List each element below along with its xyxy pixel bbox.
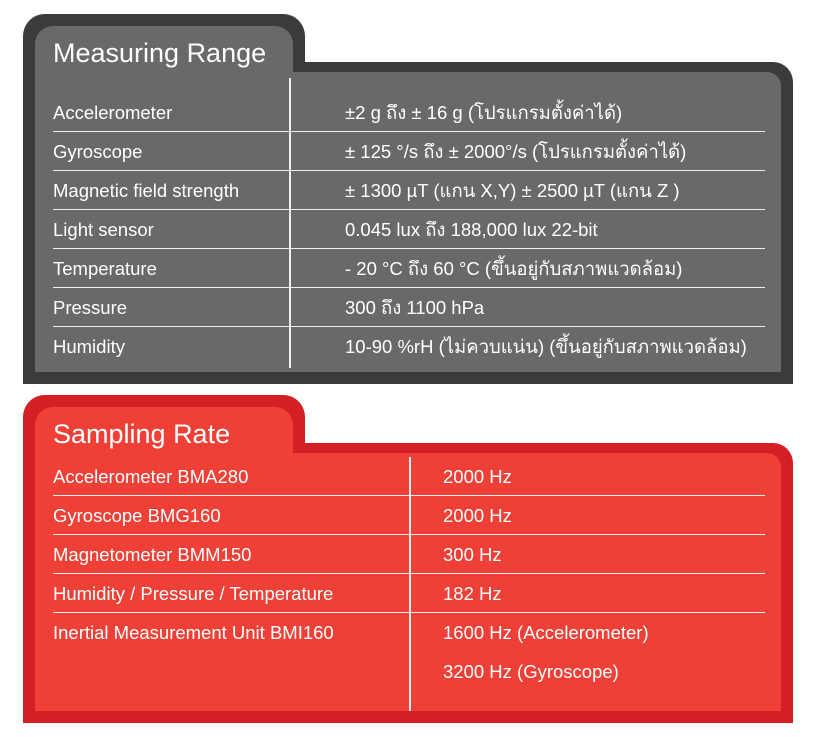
row-value: 182 Hz bbox=[443, 583, 502, 604]
table-row bbox=[53, 132, 765, 171]
row-value: 2000 Hz bbox=[443, 505, 512, 526]
measuring-range-title: Measuring Range bbox=[53, 38, 267, 68]
row-value-line-2: 3200 Hz (Gyroscope) bbox=[443, 661, 619, 682]
row-label: Inertial Measurement Unit BMI160 bbox=[53, 622, 334, 643]
row-value: 300 ถึง 1100 hPa bbox=[345, 297, 485, 318]
row-label: Humidity / Pressure / Temperature bbox=[53, 583, 334, 604]
row-label: Accelerometer bbox=[53, 102, 173, 123]
row-value: ± 1300 µT (แกน X,Y) ± 2500 µT (แกน Z ) bbox=[345, 180, 680, 201]
table-row bbox=[53, 210, 765, 249]
table-row bbox=[53, 327, 765, 366]
row-label: Light sensor bbox=[53, 219, 154, 240]
row-value: 2000 Hz bbox=[443, 466, 512, 487]
measuring-range-table bbox=[53, 93, 765, 366]
row-label: Magnetometer BMM150 bbox=[53, 544, 252, 565]
table-row bbox=[53, 249, 765, 288]
row-value: 300 Hz bbox=[443, 544, 502, 565]
measuring-range-panel bbox=[23, 14, 793, 384]
table-row bbox=[53, 171, 765, 210]
row-value bbox=[443, 622, 649, 683]
row-label: Temperature bbox=[53, 258, 157, 279]
table-row bbox=[53, 288, 765, 327]
row-value: 10-90 %rH (ไม่ควบแน่น) (ขึ้นอยู่กับสภาพแวดล้อม) bbox=[345, 336, 747, 357]
row-label: Accelerometer BMA280 bbox=[53, 466, 249, 487]
row-label: Gyroscope bbox=[53, 141, 143, 162]
row-label: Humidity bbox=[53, 336, 125, 357]
table-row bbox=[53, 496, 765, 535]
row-value: ±2 g ถึง ± 16 g (โปรแกรมตั้งค่าได้) bbox=[345, 102, 623, 123]
table-row bbox=[53, 574, 765, 613]
row-label: Pressure bbox=[53, 297, 128, 318]
row-label: Magnetic field strength bbox=[53, 180, 240, 201]
row-value: 0.045 lux ถึง 188,000 lux 22-bit bbox=[345, 219, 598, 240]
table-row bbox=[53, 613, 765, 691]
table-row bbox=[53, 457, 765, 496]
row-label: Gyroscope BMG160 bbox=[53, 505, 221, 526]
sampling-rate-title: Sampling Rate bbox=[53, 419, 231, 449]
row-value: ± 125 °/s ถึง ± 2000°/s (โปรแกรมตั้งค่าได้) bbox=[345, 141, 687, 162]
sampling-rate-panel bbox=[23, 395, 793, 723]
row-value: - 20 °C ถึง 60 °C (ขึ้นอยู่กับสภาพแวดล้อม) bbox=[345, 258, 683, 279]
sampling-rate-table bbox=[53, 457, 765, 691]
table-row bbox=[53, 93, 765, 132]
row-value-line-1: 1600 Hz (Accelerometer) bbox=[443, 622, 649, 643]
table-row bbox=[53, 535, 765, 574]
